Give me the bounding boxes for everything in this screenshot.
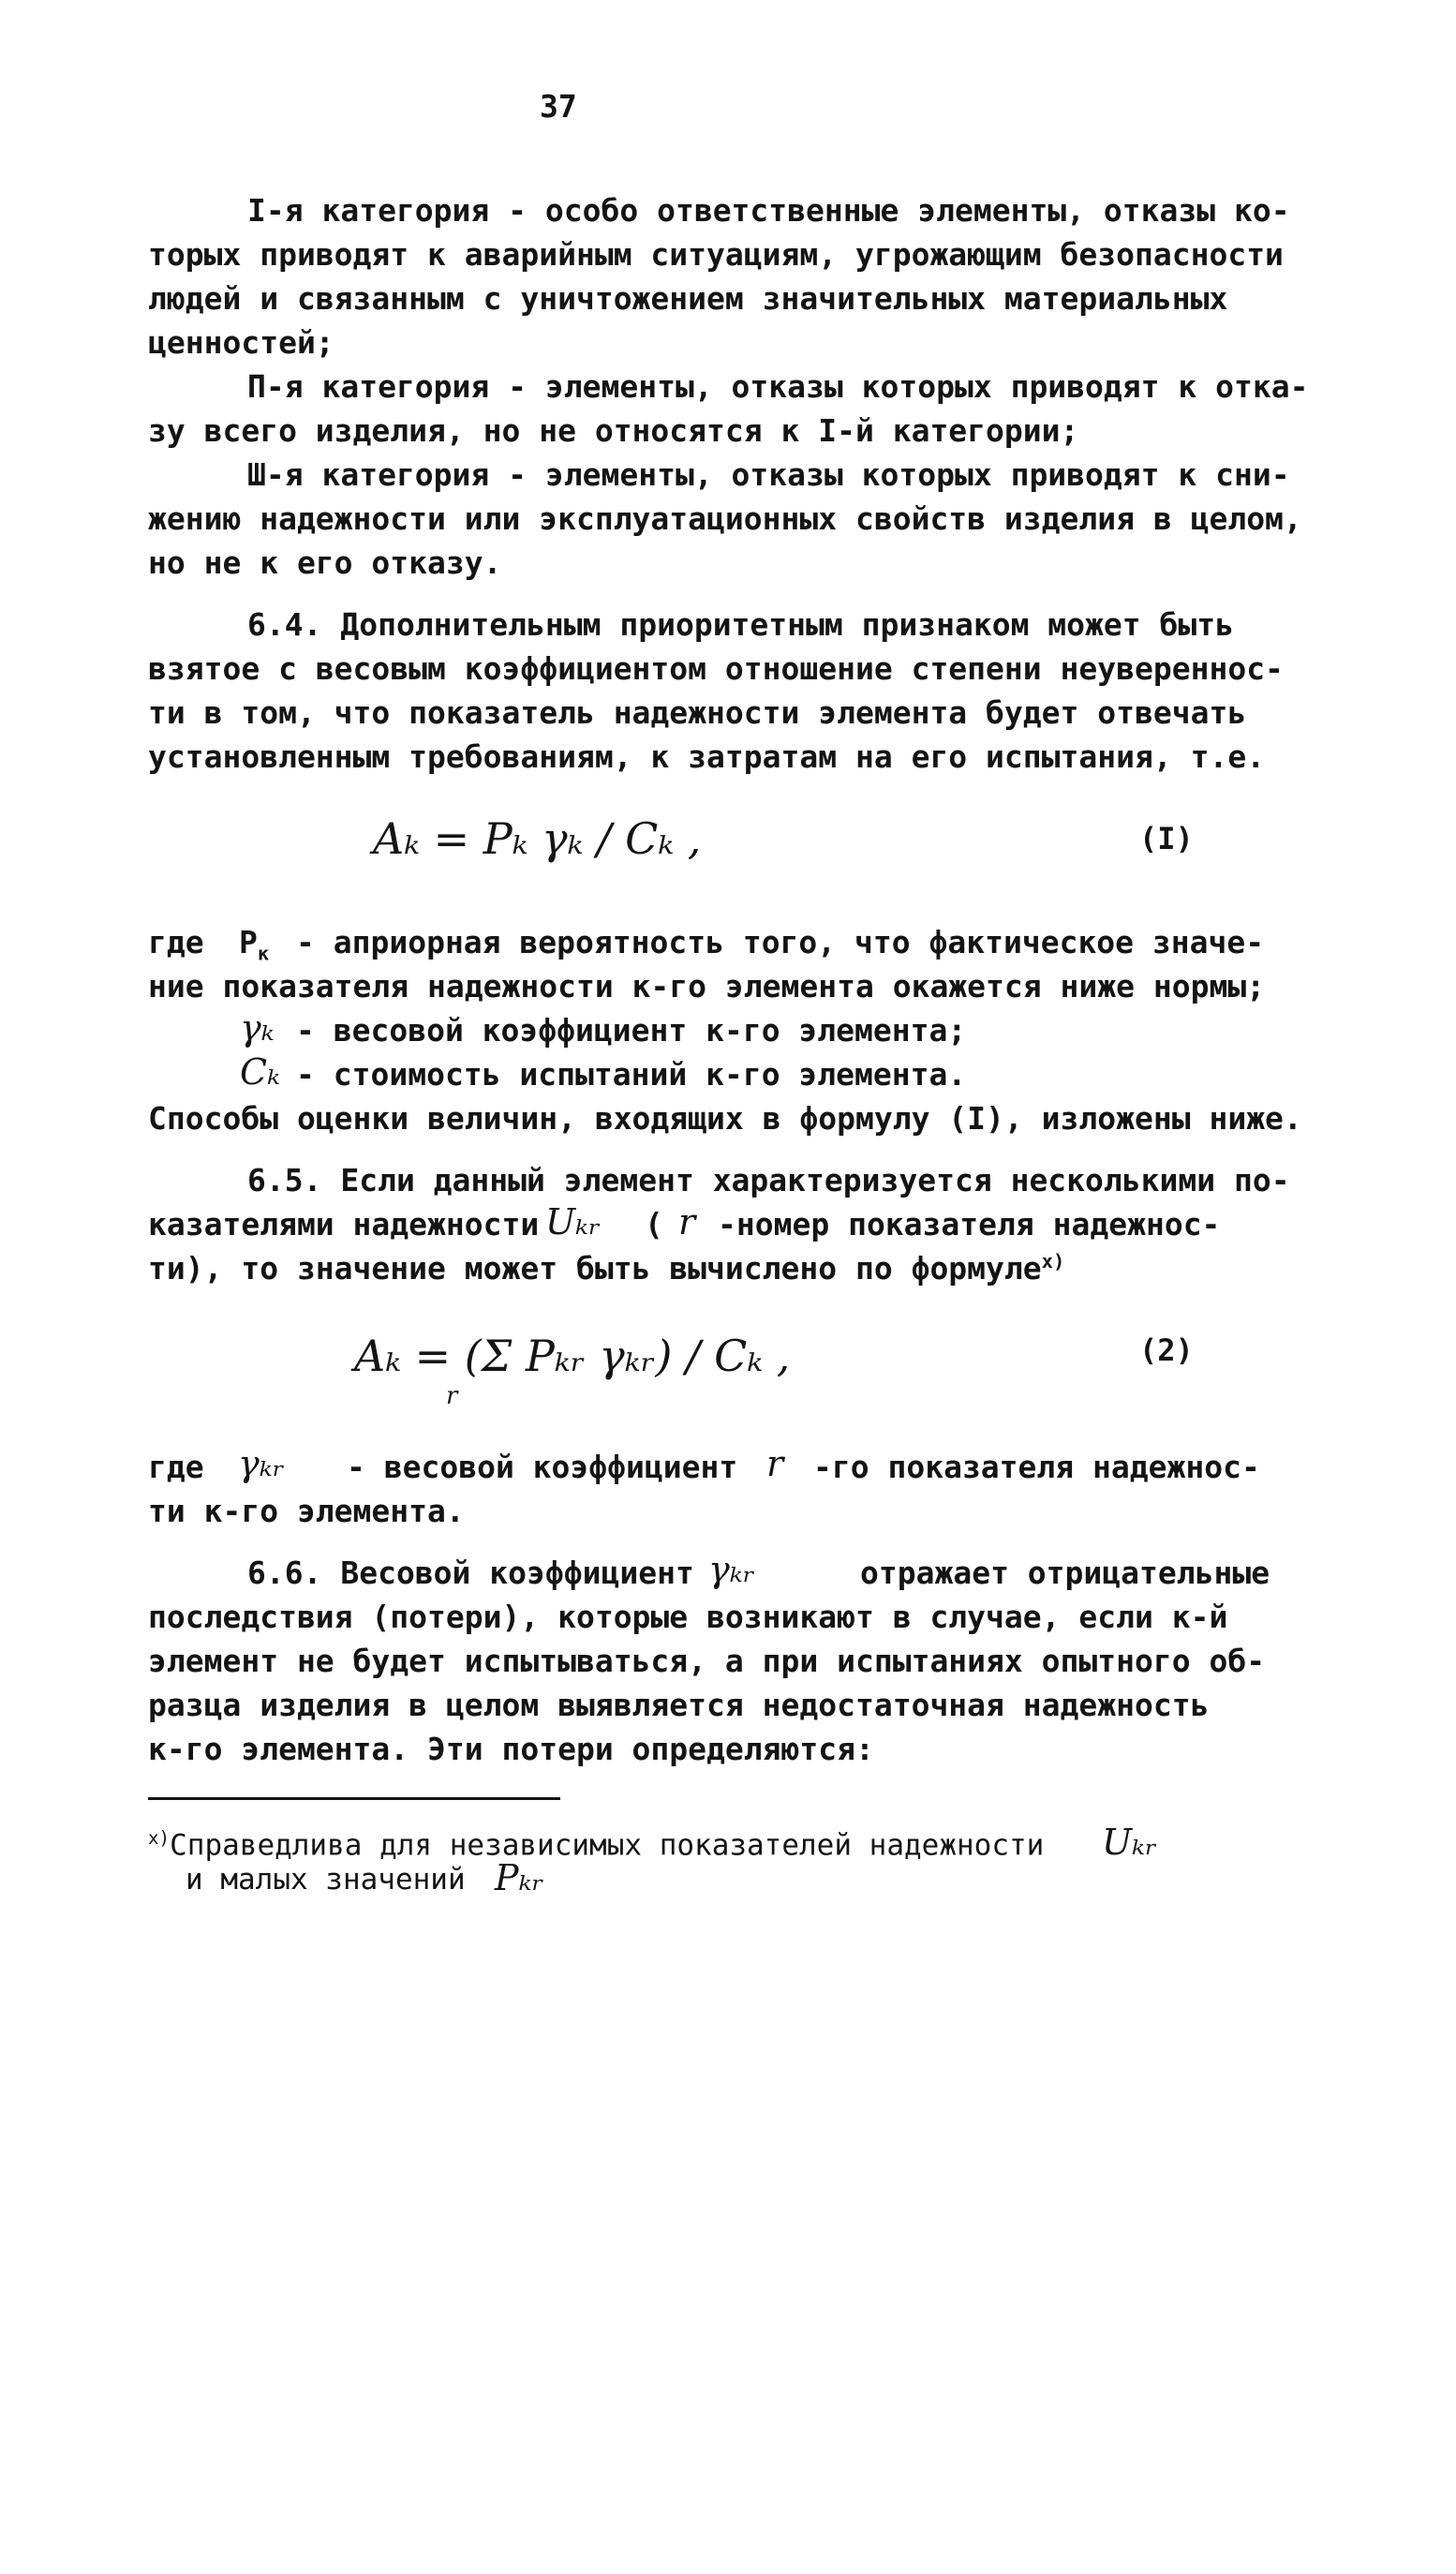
body-line: жению надежности или эксплуатационных свойств изделия в целом, <box>148 500 1302 537</box>
body-line: последствия (потери), которые возникают в случае, если к-й <box>148 1599 1228 1635</box>
body-line <box>148 1250 1064 1287</box>
body-line: к-го элемента. Эти потери определяются: <box>148 1731 874 1767</box>
formula-1-number: (I) <box>1139 821 1194 856</box>
symbol-P: P <box>239 924 258 960</box>
where-word: где <box>148 1449 204 1485</box>
body-line: установленным требованиям, к затратам на его испытания, т.е. <box>148 738 1266 775</box>
body-line: отражает отрицательные <box>860 1555 1270 1591</box>
where-word: где <box>148 924 204 960</box>
body-line: элемент не будет испытываться, а при испытаниях опытного об- <box>148 1643 1266 1679</box>
body-line: разца изделия в целом выявляется недостаточная надежность <box>148 1687 1210 1723</box>
body-line: но не к его отказу. <box>148 544 502 581</box>
symbol-gamma-k: γₖ <box>240 1007 275 1049</box>
footnote-mark: x) <box>148 1827 171 1849</box>
footnote-line <box>148 1827 1044 1862</box>
page-number: 37 <box>540 88 577 125</box>
body-line: ти к-го элемента. <box>148 1493 465 1529</box>
body-line: - стоимость испытаний к-го элемента. <box>296 1056 967 1093</box>
body-line: казателями надежности <box>148 1206 540 1242</box>
body-line: 6.6. Весовой коэффициент <box>247 1555 694 1591</box>
symbol-gamma-kr: γₖᵣ <box>238 1443 285 1484</box>
body-line-text: ти), то значение может быть вычислено по формуле <box>148 1250 1042 1287</box>
body-line: П-я категория - элементы, отказы которых приводят к отка- <box>247 368 1309 405</box>
symbol-U-kr: Uₖᵣ <box>545 1201 602 1242</box>
body-line: ти в том, что показатель надежности элемента будет отвечать <box>148 694 1247 731</box>
body-line: ценностей; <box>148 324 334 361</box>
footnote-text: Справедлива для независимых показателей надежности <box>170 1828 1045 1863</box>
body-line: зу всего изделия, но не относятся к I-й категории; <box>148 412 1079 449</box>
body-line: - весовой коэффициент к-го элемента; <box>296 1012 967 1049</box>
footnote-mark: x) <box>1041 1250 1065 1272</box>
symbol-P-kr: Pₖᵣ <box>495 1857 544 1898</box>
symbol-r: r <box>678 1201 696 1242</box>
body-line: I-я категория - особо ответственные элементы, отказы ко- <box>247 192 1290 229</box>
symbol-k-subscript: к <box>257 942 270 965</box>
body-line: людей и связанным с уничтожением значительных материальных <box>148 280 1228 317</box>
body-line: торых приводят к аварийным ситуациям, угрожающим безопасности <box>148 236 1284 273</box>
formula-2-sum-index: r <box>446 1382 458 1410</box>
body-line: Способы оценки величин, входящих в формулу (I), изложены ниже. <box>148 1100 1302 1137</box>
footnote-rule <box>148 1797 560 1800</box>
body-line: - априорная вероятность того, что фактическое значе- <box>296 924 1265 960</box>
symbol-Pk <box>239 924 269 965</box>
body-line: взятое с весовым коэффициентом отношение степени неувереннос- <box>148 650 1284 687</box>
paren-open: ( <box>645 1206 663 1242</box>
body-line: 6.5. Если данный элемент характеризуется несколькими по- <box>247 1162 1290 1198</box>
symbol-U-kr: Uₖᵣ <box>1102 1822 1158 1863</box>
body-line: ние показателя надежности к-го элемента окажется ниже нормы; <box>148 968 1266 1004</box>
formula-2: Aₖ = (Σ Pₖᵣ γₖᵣ) / Cₖ , <box>354 1331 791 1381</box>
body-line: Ш-я категория - элементы, отказы которых приводят к сни- <box>247 456 1290 493</box>
body-line: 6.4. Дополнительным приоритетным признаком может быть <box>247 606 1234 643</box>
formula-1: Aₖ = Pₖ γₖ / Cₖ , <box>373 813 702 864</box>
symbol-C-k: Cₖ <box>240 1051 280 1093</box>
formula-2-number: (2) <box>1139 1332 1194 1368</box>
footnote-line: и малых значений <box>186 1863 466 1897</box>
body-line: - весовой коэффициент <box>347 1449 738 1485</box>
symbol-gamma-kr: γₖᵣ <box>708 1549 755 1590</box>
symbol-r: r <box>766 1443 784 1484</box>
body-line: -номер показателя надежнос- <box>718 1206 1221 1242</box>
body-line: -го показателя надежнос- <box>813 1449 1260 1485</box>
